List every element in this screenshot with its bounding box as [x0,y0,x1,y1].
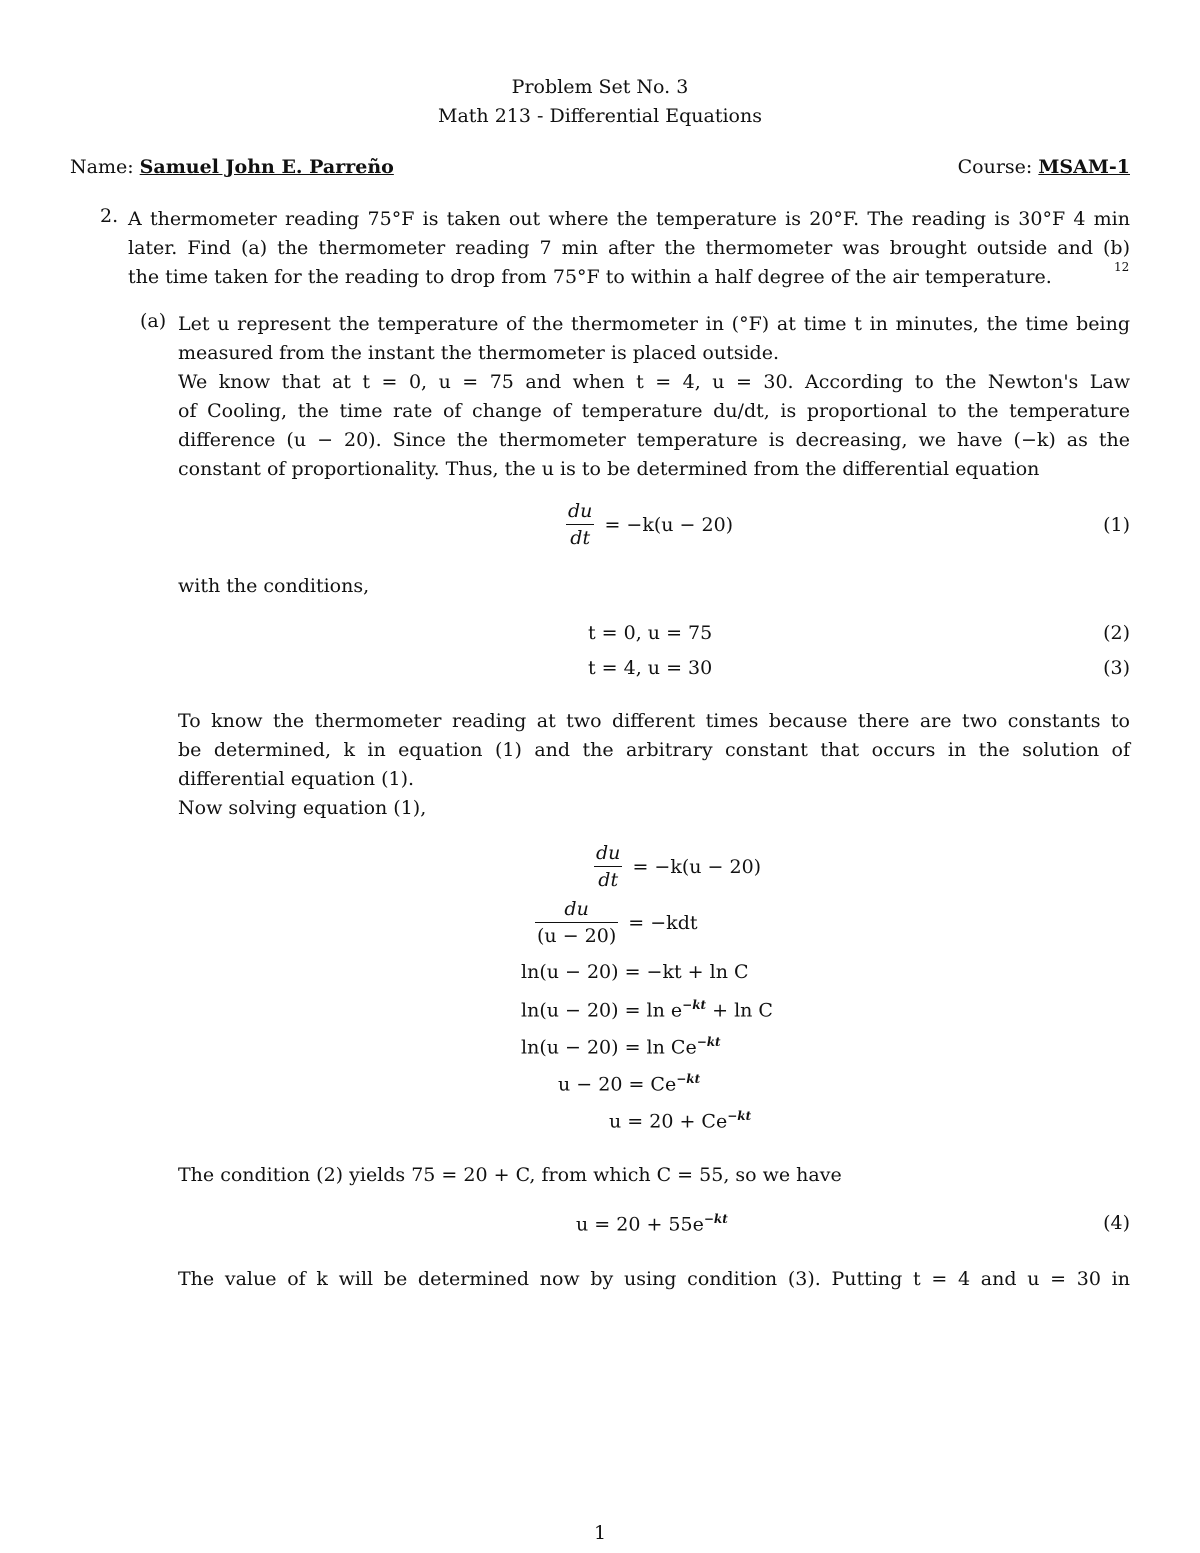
constants-line: To know the thermometer reading at two different times because there are two constants to [178,710,1130,732]
page-number: 1 [593,1522,607,1544]
problem-line: A thermometer reading 75°F is taken out where the temperature is 20°F. The reading is 30°F 4 min [128,208,1130,230]
constants-paragraph [178,707,1130,823]
intro-line: measured from the instant the thermometer is placed outside. [178,342,779,364]
denominator: dt [598,869,619,891]
step-text: u = 20 + Ce [609,1110,728,1133]
fraction [594,842,622,891]
fraction [535,898,618,947]
exponent: −kt [727,1109,752,1123]
exponent: −kt [696,1035,721,1049]
solve-step-2 [535,898,698,947]
intro-line: difference (u − 20). Since the thermometer temperature is decreasing, we have (−k) as the [178,429,1130,451]
equation-1 [566,500,733,549]
constants-line: differential equation (1). [178,768,415,790]
fraction [566,500,594,549]
equation-3: t = 4, u = 30 [588,657,713,679]
solve-step-7 [609,1109,751,1132]
name-label: Name: [70,156,134,178]
constants-line: Now solving equation (1), [178,797,427,819]
conditions-text: with the conditions, [178,575,370,597]
intro-line: We know that at t = 0, u = 75 and when t = 4, u = 30. According to the Newton's Law [178,371,1130,393]
exponent: −kt [676,1072,701,1086]
step-text: ln(u − 20) = ln e [521,999,683,1022]
name-field [70,156,394,178]
final-line: The value of k will be determined now by using condition (3). Putting t = 4 and u = 30 in [178,1268,1130,1290]
intro-line: constant of proportionality. Thus, the u is to be determined from the differential equation [178,458,1040,480]
problem-line: the time taken for the reading to drop from 75°F to within a half degree of the air temperature. [128,266,1052,288]
course-value: MSAM-1 [1038,156,1130,178]
step-rhs: = −k(u − 20) [632,855,762,878]
course-title: Math 213 - Differential Equations [438,105,762,127]
equation-rhs: = −k(u − 20) [604,513,734,536]
numerator: du [535,898,618,923]
footnote-mark: 12 [1114,260,1130,274]
course-field [958,156,1130,178]
equation-tag-1: (1) [1103,514,1130,536]
solve-step-5 [521,1035,721,1058]
step-text: ln(u − 20) = ln Ce [521,1036,697,1059]
equation-tag-2: (2) [1103,622,1130,644]
step-text: + ln C [706,999,773,1022]
denominator: (u − 20) [537,925,617,947]
exponent: −kt [682,998,707,1012]
solve-step-1 [594,842,761,891]
equation-tag-4: (4) [1103,1212,1130,1234]
equation-tag-3: (3) [1103,657,1130,679]
step-text: u − 20 = Ce [558,1073,677,1096]
solve-step-6 [558,1072,700,1095]
final-paragraph [178,1265,1130,1294]
numerator: du [594,842,622,867]
course-label: Course: [957,156,1033,178]
solve-step-3: ln(u − 20) = −kt + ln C [521,961,749,983]
exponent: −kt [703,1212,728,1226]
intro-line: Let u represent the temperature of the thermometer in (°F) at time t in minutes, the time being [178,313,1130,335]
step-rhs: = −kdt [628,911,698,934]
problem-line: later. Find (a) the thermometer reading 7 min after the thermometer was brought outside and (b) [128,237,1130,259]
problem-statement [128,205,1130,292]
equation-text: u = 20 + 55e [576,1213,704,1236]
solve-step-4 [521,998,773,1021]
condition-2-text: The condition (2) yields 75 = 20 + C, from which C = 55, so we have [178,1164,842,1186]
numerator: du [566,500,594,525]
part-a-intro [178,310,1130,484]
denominator: dt [570,527,591,549]
student-name: Samuel John E. Parreño [139,156,394,178]
part-a-label: (a) [140,310,167,332]
problem-set-title: Problem Set No. 3 [511,76,689,98]
equation-4 [576,1212,728,1235]
equation-2: t = 0, u = 75 [588,622,713,644]
constants-line: be determined, k in equation (1) and the arbitrary constant that occurs in the solution of [178,739,1130,761]
problem-number: 2. [100,205,119,227]
intro-line: of Cooling, the time rate of change of temperature du/dt, is proportional to the temperature [178,400,1130,422]
